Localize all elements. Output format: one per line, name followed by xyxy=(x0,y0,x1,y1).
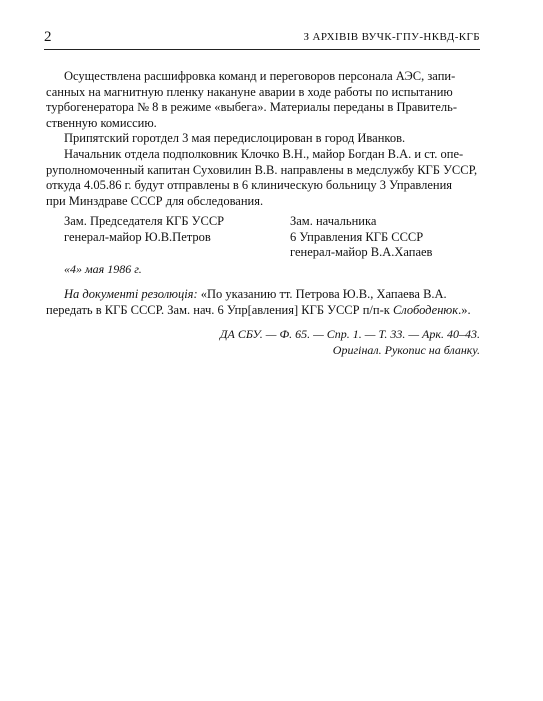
paragraph-1 xyxy=(46,69,480,131)
page-header xyxy=(44,29,480,47)
text-line: откуда 4.05.86 г. будут отправлены в 6 клиническую больницу 3 Управления xyxy=(46,178,453,193)
signature-name: генерал-майор В.А.Хапаев xyxy=(290,245,433,260)
resolution-signer: Слободенюк xyxy=(392,302,459,317)
resolution-text-end: .». xyxy=(458,302,471,317)
resolution-text: передать в КГБ СССР. Зам. нач. 6 Упр[авления] КГБ УССР п/п-к xyxy=(46,302,393,317)
archive-citation: ДА СБУ. — Ф. 65. — Спр. 1. — Т. 33. — Арк. 40–43. xyxy=(219,327,480,341)
text-line: турбогенератора № 8 в режиме «выбега». Материалы переданы в Правитель- xyxy=(46,100,457,115)
page-number: 2 xyxy=(44,29,52,45)
text-line: Припятский горотдел 3 мая передислоцирован в город Иванков. xyxy=(64,131,406,146)
text-line: при Минздраве СССР для обследования. xyxy=(46,193,264,208)
resolution-label: На документі резолюція: xyxy=(64,287,198,301)
text-line: руполномоченный капитан Суховилин В.В. направлены в медслужбу КГБ УССР, xyxy=(46,162,478,177)
resolution-text: «По указанию тт. Петрова Ю.В., Хапаева В.А. xyxy=(197,287,447,301)
text-line: санных на магнитную пленку накануне аварии в ходе работы по испытанию xyxy=(46,84,453,99)
signature-left xyxy=(64,214,224,245)
paragraph-2 xyxy=(64,131,480,147)
text-line: Осуществлена расшифровка команд и переговоров персонала АЭС, запи- xyxy=(64,69,456,83)
resolution-line-1 xyxy=(64,287,480,303)
archive-reference xyxy=(220,327,480,358)
signature-title: Зам. Председателя КГБ УССР xyxy=(64,214,225,228)
signature-title: Зам. начальника xyxy=(290,214,377,228)
running-head: З АРХІВІВ ВУЧК-ГПУ-НКВД-КГБ xyxy=(303,31,480,43)
text-line: ственную комиссию. xyxy=(46,115,157,130)
signature-name: генерал-майор Ю.В.Петров xyxy=(64,229,211,244)
paragraph-3 xyxy=(46,146,480,209)
document-date: «4» мая 1986 г. xyxy=(64,262,142,276)
resolution-note xyxy=(46,287,480,318)
document-body xyxy=(46,69,480,209)
text-line: Начальник отдела подполковник Клочко В.Н., майор Богдан В.А. и ст. опе- xyxy=(64,146,464,161)
archive-note: Оригінал. Рукопис на бланку. xyxy=(332,342,480,357)
signature-right xyxy=(290,214,432,261)
resolution-line-2 xyxy=(46,303,480,319)
signature-department: 6 Управления КГБ СССР xyxy=(290,229,424,244)
header-rule xyxy=(44,49,480,50)
